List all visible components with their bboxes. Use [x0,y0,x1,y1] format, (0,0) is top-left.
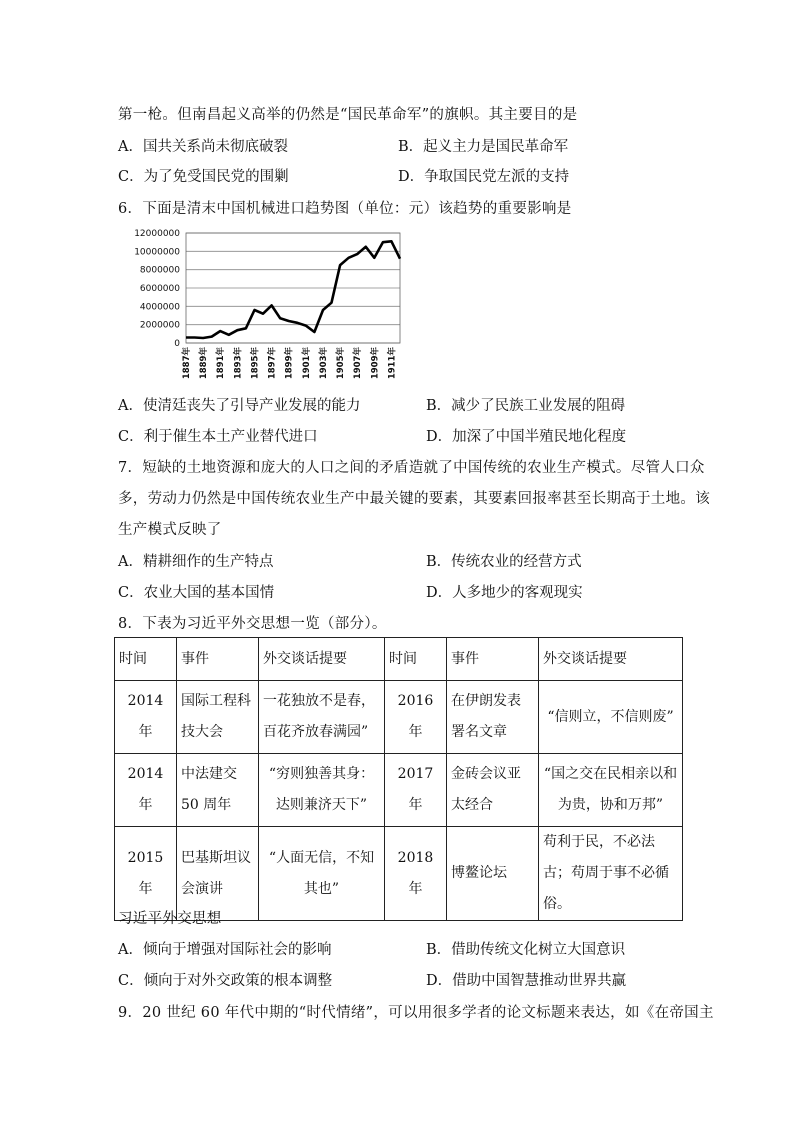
y-tick-label: 0 [174,339,180,349]
diplomacy-thought-table [114,637,683,921]
q7-option-b: B．传统农业的经营方式 [426,554,582,570]
q7-option-a: A．精耕细作的生产特点 [118,554,274,570]
cell-remarks: “穷则独善其身：达则兼济天下” [259,754,385,827]
x-tick-label: 1905年 [336,347,347,380]
cell-event: 巴基斯坦议会演讲 [177,827,259,921]
y-tick-label: 8000000 [139,265,180,276]
q8-option-d: D．借助中国智慧推动世界共赢 [426,973,627,989]
cell-time: 2017 年 [385,754,447,827]
q5-option-b: B．起义主力是国民革命军 [398,139,569,155]
header-event-2: 事件 [447,638,539,681]
x-tick-label: 1895年 [250,347,261,380]
x-tick-label: 1893年 [233,347,244,380]
q8-after-table: 习近平外交思想 [118,911,222,927]
cell-remarks: “人面无信，不知其也” [259,827,385,921]
cell-event: 在伊朗发表署名文章 [447,681,539,754]
cell-event: 金砖会议亚太经合 [447,754,539,827]
q7-option-c: C．农业大国的基本国情 [118,585,275,601]
import-trend-line [186,241,400,338]
q5-option-c: C．为了免受国民党的围剿 [118,169,289,185]
y-tick-label: 2000000 [139,320,180,331]
x-tick-label: 1911年 [387,347,398,380]
table-header-row [115,638,683,681]
q5-option-d: D．争取国民党左派的支持 [398,169,570,185]
cell-event: 国际工程科技大会 [177,681,259,754]
q7-stem-line-2: 多，劳动力仍然是中国传统农业生产中最关键的要素，其要素回报率甚至长期高于土地。该 [118,491,710,507]
y-tick-label: 4000000 [139,302,180,313]
q6-option-d: D．加深了中国半殖民地化程度 [426,429,627,445]
x-tick-label: 1907年 [353,347,364,380]
x-tick-label: 1887年 [182,347,192,380]
header-event-1: 事件 [177,638,259,681]
header-remarks-2: 外交谈话提要 [539,638,683,681]
table-row [115,681,683,754]
header-remarks-1: 外交谈话提要 [259,638,385,681]
y-tick-label: 12000000 [134,229,180,239]
q7-option-d: D．人多地少的客观现实 [426,585,583,601]
cell-remarks: “国之交在民相亲以和为贵，协和万邦” [539,754,683,827]
q9-stem: 9．20 世纪 60 年代中期的“时代情绪”，可以用很多学者的论文标题来表达，如《在帝国主 [118,1005,714,1021]
cell-remarks: “信则立，不信则废” [539,681,683,754]
x-tick-label: 1903年 [318,347,329,380]
q7-stem-line-3: 生产模式反映了 [118,522,222,538]
table-row [115,754,683,827]
x-tick-label: 1909年 [370,347,381,380]
machinery-import-chart [116,222,406,387]
q8-stem: 8．下表为习近平外交思想一览（部分）。 [118,616,387,632]
q5-stem-tail: 第一枪。但南昌起义高举的仍然是“国民革命军”的旗帜。其主要目的是 [118,107,578,123]
cell-event: 中法建交50 周年 [177,754,259,827]
cell-time: 2018 年 [385,827,447,921]
x-tick-label: 1901年 [301,347,312,380]
cell-remarks: 一花独放不是春，百花齐放春满园” [259,681,385,754]
header-time-1: 时间 [115,638,177,681]
cell-time: 2015 年 [115,827,177,921]
header-time-2: 时间 [385,638,447,681]
x-tick-label: 1897年 [267,347,278,380]
q6-stem: 6．下面是清末中国机械进口趋势图（单位：元）该趋势的重要影响是 [118,201,572,217]
y-tick-label: 6000000 [139,284,180,294]
x-tick-label: 1899年 [284,347,295,380]
q6-option-b: B．减少了民族工业发展的阻碍 [426,398,626,414]
cell-remarks: 苟利于民，不必法古；苟周于事不必循俗。 [539,827,683,921]
q7-stem-line-1: 7．短缺的土地资源和庞大的人口之间的矛盾造就了中国传统的农业生产模式。尽管人口众 [118,460,705,476]
q6-option-a: A．使清廷丧失了引导产业发展的能力 [118,398,361,414]
q5-option-a: A．国共关系尚未彻底破裂 [118,139,288,155]
x-tick-label: 1889年 [199,347,210,380]
cell-time: 2014 年 [115,681,177,754]
cell-time: 2014 年 [115,754,177,827]
x-tick-label: 1891年 [216,347,227,380]
cell-event: 博鳌论坛 [447,827,539,921]
q6-option-c: C．利于催生本土产业替代进口 [118,429,318,445]
q8-option-c: C．倾向于对外交政策的根本调整 [118,973,333,989]
q8-option-b: B．借助传统文化树立大国意识 [426,942,626,958]
cell-time: 2016 年 [385,681,447,754]
q8-option-a: A．倾向于增强对国际社会的影响 [118,942,332,958]
y-tick-label: 10000000 [134,247,180,258]
